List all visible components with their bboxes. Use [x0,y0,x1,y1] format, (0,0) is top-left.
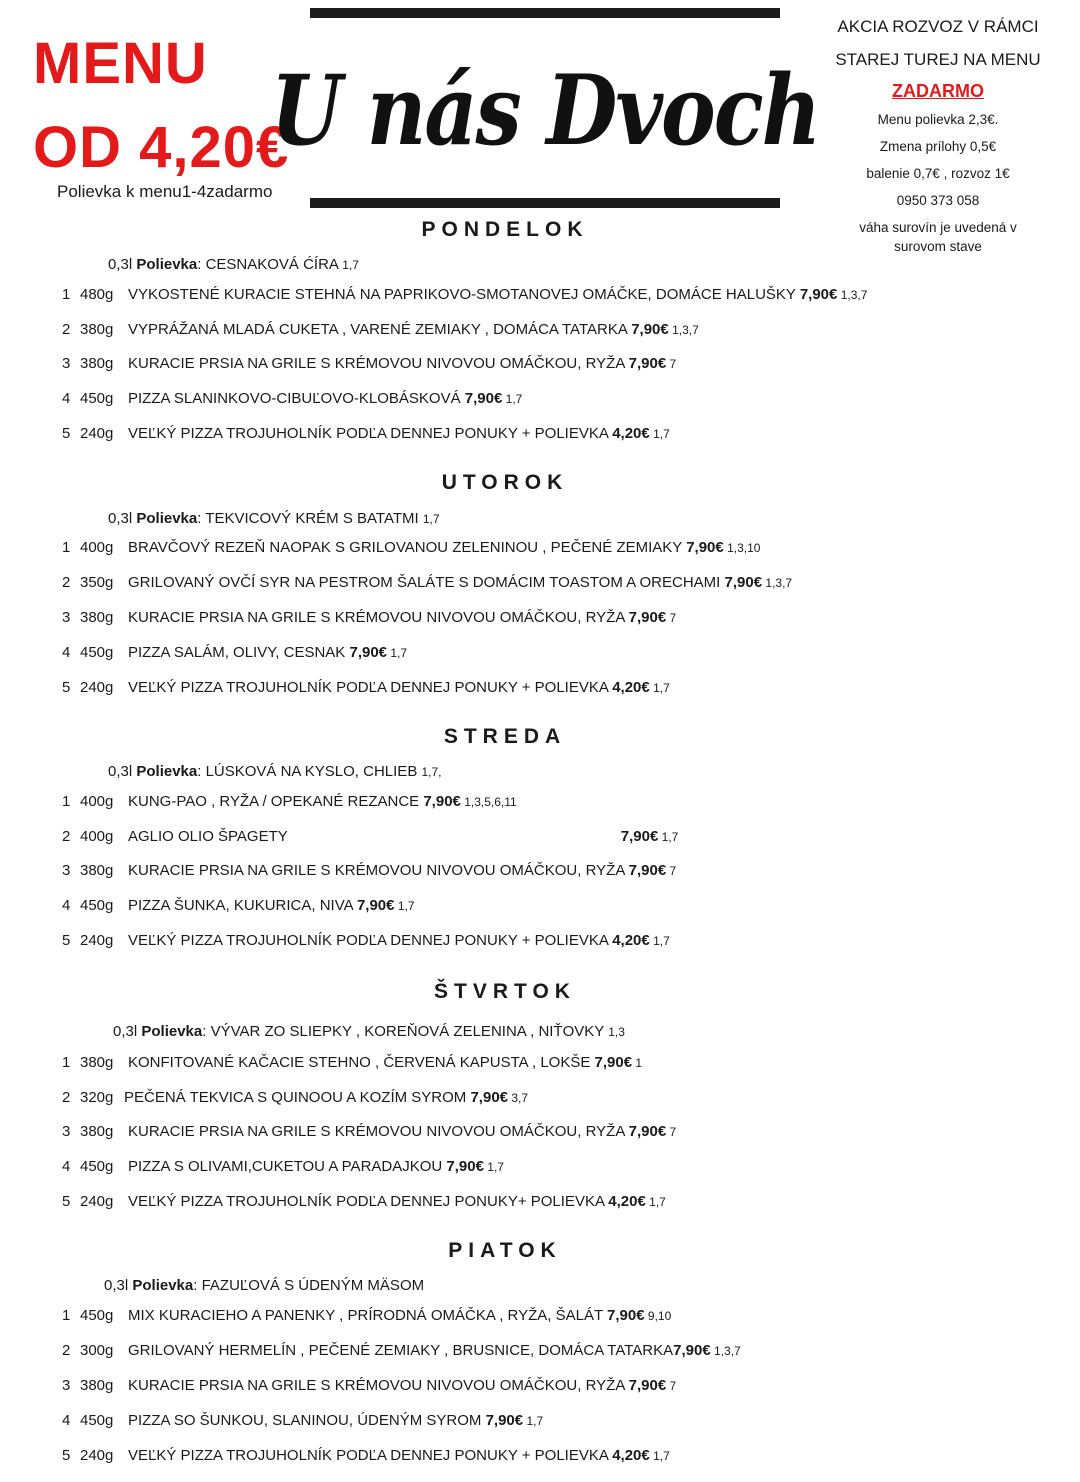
item-weight: 240g [80,1447,114,1464]
item-allergens: 1,3,7 [837,288,868,302]
item-price: 7,90€ [485,1412,524,1429]
promo-line1: AKCIA ROZVOZ V RÁMCI [837,17,1039,36]
day-heading: PIATOK [448,1239,562,1262]
item-allergens: 1,3,7 [762,576,793,590]
item-allergens: 1,7 [523,1414,544,1428]
item-price: 7,90€ [628,355,667,372]
item-weight: 450g [80,1158,114,1175]
item-weight: 480g [80,286,114,303]
soup-label: Polievka [136,510,198,527]
item-name: GRILOVANÝ OVČÍ SYR NA PESTROM ŠALÁTE S DOMÁCIM TOASTOM A ORECHAMI [128,574,725,591]
soup-allergens: 1,7 [342,258,359,272]
free-soup-note: Polievka k menu1-4zadarmo [57,182,273,201]
item-number: 5 [62,932,71,949]
logo-text: U nás Dvoch [270,53,820,168]
item-number: 3 [62,862,71,879]
menu-item [62,1307,671,1324]
item-number: 1 [62,1307,71,1324]
menu-item [62,932,670,949]
item-price: 7,90€ [628,1377,667,1394]
item-weight: 450g [80,644,114,661]
item-allergens: 1,3,7 [668,323,699,337]
menu-item [62,390,522,407]
day-heading: ŠTVRTOK [434,980,576,1003]
item-allergens: 7 [666,864,677,878]
item-name: VEĽKÝ PIZZA TROJUHOLNÍK PODĽA DENNEJ PONUKY + POLIEVKA [128,425,613,442]
item-price: 7,90€ [607,1307,645,1324]
promo-free: ZADARMO [892,81,984,101]
item-weight: 400g [80,539,114,556]
item-number: 5 [62,1193,71,1210]
soup-line [108,510,440,527]
item-allergens: 1,7 [394,899,415,913]
soup-volume: 0,3l [108,763,133,780]
item-name: KURACIE PRSIA NA GRILE S KRÉMOVOU NIVOVOU OMÁČKOU, RYŽA [128,1123,629,1140]
item-weight: 450g [80,390,114,407]
item-number: 5 [62,1447,71,1464]
promo-line2: STAREJ TUREJ NA MENU [835,50,1041,69]
item-name: GRILOVANÝ HERMELÍN , PEČENÉ ZEMIAKY , BRUSNICE, DOMÁCA TATARKA [128,1342,674,1359]
logo [270,28,820,193]
item-number: 3 [62,1377,71,1394]
item-name: PIZZA SALÁM, OLIVY, CESNAK [128,644,350,661]
item-allergens: 1 [632,1056,643,1070]
item-number: 1 [62,793,71,810]
menu-item [62,679,670,696]
item-weight: 380g [80,355,114,372]
item-number: 2 [62,828,71,845]
soup-name: : TEKVICOVÝ KRÉM S BATATMI [197,510,423,527]
menu-item [62,897,415,914]
day-heading: STREDA [443,725,567,748]
item-number: 2 [62,321,71,338]
item-allergens: 1,3,5,6,11 [460,795,517,809]
item-price: 7,90€ [628,609,667,626]
soup-name: : LÚSKOVÁ NA KYSLO, CHLIEB [197,763,422,780]
item-price: 4,20€ [608,1193,646,1210]
item-number: 4 [62,1412,71,1429]
menu-item [62,286,867,303]
menu-item [62,425,670,442]
menu-title [33,22,289,190]
item-number: 1 [62,539,71,556]
menu-item [62,1342,741,1359]
item-price: 4,20€ [612,1447,650,1464]
menu-item [62,1054,642,1071]
item-number: 1 [62,286,71,303]
soup-name: : CESNAKOVÁ ĆÍRA [197,256,343,273]
item-name: VEĽKÝ PIZZA TROJUHOLNÍK PODĽA DENNEJ PONUKY + POLIEVKA [128,1447,613,1464]
item-price: 7,90€ [686,539,724,556]
soup-allergens: 1,3 [608,1025,625,1039]
day-heading: PONDELOK [421,218,589,241]
item-price: 7,90€ [356,897,395,914]
item-allergens: 1,7 [649,681,670,695]
menu-item [62,828,678,845]
item-number: 4 [62,897,71,914]
item-allergens: 1,3,7 [710,1344,741,1358]
soup-line [108,763,442,780]
menu-title-line1: MENU [33,31,208,96]
item-allergens: 1,7 [483,1160,504,1174]
item-allergens: 1,7 [649,427,670,441]
item-weight: 350g [80,574,114,591]
item-weight: 400g [80,828,114,845]
item-price: 7,90€ [594,1054,633,1071]
item-price: 7,90€ [620,828,659,845]
item-price: 7,90€ [628,862,667,879]
promo-soup-price: Menu polievka 2,3€. [877,112,999,127]
item-name: AGLIO OLIO ŠPAGETY [128,828,288,845]
item-weight: 380g [80,321,114,338]
item-weight: 380g [80,862,114,879]
item-number: 3 [62,355,71,372]
soup-name: : VÝVAR ZO SLIEPKY , KOREŇOVÁ ZELENINA , NIŤOVKY [202,1023,609,1040]
item-weight: 240g [80,1193,114,1210]
item-weight: 450g [80,1412,114,1429]
soup-volume: 0,3l [113,1023,138,1040]
menu-item [62,644,407,661]
item-number: 1 [62,1054,71,1071]
soup-label: Polievka [136,763,198,780]
item-weight: 320g [80,1089,114,1106]
menu-item [62,1193,666,1210]
day-heading: UTOROK [441,471,569,494]
menu-item [62,609,676,626]
item-allergens: 7 [666,1379,677,1393]
item-number: 3 [62,1123,71,1140]
menu-item [62,1447,670,1464]
item-price: 7,90€ [470,1089,509,1106]
item-name: BRAVČOVÝ REZEŇ NAOPAK S GRILOVANOU ZELENINOU , PEČENÉ ZEMIAKY [128,539,687,556]
item-name: VYPRÁŽANÁ MLADÁ CUKETA , VARENÉ ZEMIAKY , DOMÁCA TATARKA [128,321,632,338]
menu-item [62,1089,528,1106]
item-price: 7,90€ [446,1158,484,1175]
item-price: 7,90€ [423,793,461,810]
item-name: KURACIE PRSIA NA GRILE S KRÉMOVOU NIVOVOU OMÁČKOU, RYŽA [128,1377,629,1394]
menu-item [62,321,699,338]
item-name: MIX KURACIEHO A PANENKY , PRÍRODNÁ OMÁČKA , RYŽA, ŠALÁT [128,1307,608,1324]
soup-line [104,1277,424,1294]
menu-item [62,574,792,591]
item-name: KURACIE PRSIA NA GRILE S KRÉMOVOU NIVOVOU OMÁČKOU, RYŽA [128,355,629,372]
menu-item [62,539,760,556]
item-number: 2 [62,1342,71,1359]
item-weight: 240g [80,679,114,696]
soup-allergens: 1,7, [421,765,442,779]
menu-title-price: OD 4,20€ [33,115,290,181]
item-allergens: 1,7 [502,392,523,406]
item-allergens: 1,7 [658,830,679,844]
item-price: 7,90€ [349,644,388,661]
soup-label: Polievka [132,1277,194,1294]
item-allergens: 9,10 [644,1309,672,1323]
promo-phone: 0950 373 058 [896,193,980,208]
item-name: VEĽKÝ PIZZA TROJUHOLNÍK PODĽA DENNEJ PONUKY+ POLIEVKA [128,1193,609,1210]
item-allergens: 7 [666,611,677,625]
item-allergens: 1,7 [645,1195,666,1209]
item-number: 2 [62,1089,71,1106]
item-name: PIZZA ŠUNKA, KUKURICA, NIVA [128,897,357,914]
item-name: PIZZA S OLIVAMI,CUKETOU A PARADAJKOU [128,1158,447,1175]
item-price: 7,90€ [631,321,669,338]
item-weight: 400g [80,793,114,810]
item-price: 7,90€ [673,1342,711,1359]
soup-name: : FAZUĽOVÁ S ÚDENÝM MÄSOM [193,1277,425,1294]
soup-label: Polievka [136,256,198,273]
item-allergens: 1,7 [649,1449,670,1463]
item-allergens: 1,7 [387,646,408,660]
menu-item [62,1123,676,1140]
item-name: VEĽKÝ PIZZA TROJUHOLNÍK PODĽA DENNEJ PONUKY + POLIEVKA [128,932,613,949]
soup-line [108,256,359,273]
soup-label: Polievka [141,1023,203,1040]
item-price: 7,90€ [628,1123,667,1140]
item-name: KURACIE PRSIA NA GRILE S KRÉMOVOU NIVOVOU OMÁČKOU, RYŽA [128,862,629,879]
menu-item [62,1412,543,1429]
item-number: 5 [62,679,71,696]
soup-line [113,1023,625,1040]
item-price: 7,90€ [724,574,763,591]
logo-top-bar [310,8,780,18]
soup-volume: 0,3l [108,510,133,527]
item-weight: 380g [80,1054,114,1071]
item-allergens: 7 [666,357,677,371]
menu-item [62,862,676,879]
item-weight: 380g [80,609,114,626]
menu-item [62,793,517,810]
soup-volume: 0,3l [104,1277,129,1294]
menu-item [62,1377,676,1394]
item-allergens: 3,7 [508,1091,529,1105]
item-name: KONFITOVANÉ KAČACIE STEHNO , ČERVENÁ KAPUSTA , LOKŠE [128,1054,595,1071]
item-weight: 450g [80,897,114,914]
soup-allergens: 1,7 [422,512,440,526]
item-allergens: 1,7 [649,934,670,948]
promo-side-change: Zmena prílohy 0,5€ [879,139,997,154]
item-number: 3 [62,609,71,626]
item-name: VYKOSTENÉ KURACIE STEHNÁ NA PAPRIKOVO-SMOTANOVEJ OMÁČKE, DOMÁCE HALUŠKY [128,286,800,303]
item-name: PIZZA SO ŠUNKOU, SLANINOU, ÚDENÝM SYROM [128,1412,486,1429]
item-price: 7,90€ [799,286,838,303]
item-name: PEČENÁ TEKVICA S QUINOOU A KOZÍM SYROM [124,1089,471,1106]
item-name: KUNG-PAO , RYŽA / OPEKANÉ REZANCE [128,793,424,810]
item-name: KURACIE PRSIA NA GRILE S KRÉMOVOU NIVOVOU OMÁČKOU, RYŽA [128,609,629,626]
item-price: 4,20€ [612,425,650,442]
item-number: 4 [62,644,71,661]
soup-volume: 0,3l [108,256,133,273]
item-allergens: 1,3,10 [723,541,761,555]
menu-item [62,355,676,372]
menu-item [62,1158,504,1175]
item-weight: 240g [80,425,114,442]
promo-packaging: balenie 0,7€ , rozvoz 1€ [866,166,1010,181]
item-price: 4,20€ [612,679,650,696]
item-weight: 450g [80,1307,114,1324]
item-price: 7,90€ [464,390,503,407]
item-price: 4,20€ [612,932,650,949]
item-number: 4 [62,1158,71,1175]
item-number: 5 [62,425,71,442]
item-weight: 380g [80,1123,114,1140]
item-weight: 300g [80,1342,114,1359]
item-number: 2 [62,574,71,591]
item-number: 4 [62,390,71,407]
logo-bottom-bar [310,198,780,208]
promo-weight-note: váha surovín je uvedená v surovom stave [859,220,1017,254]
item-allergens: 7 [666,1125,677,1139]
item-name: PIZZA SLANINKOVO-CIBUĽOVO-KLOBÁSKOVÁ [128,390,465,407]
item-weight: 380g [80,1377,114,1394]
item-weight: 240g [80,932,114,949]
item-name: VEĽKÝ PIZZA TROJUHOLNÍK PODĽA DENNEJ PONUKY + POLIEVKA [128,679,613,696]
